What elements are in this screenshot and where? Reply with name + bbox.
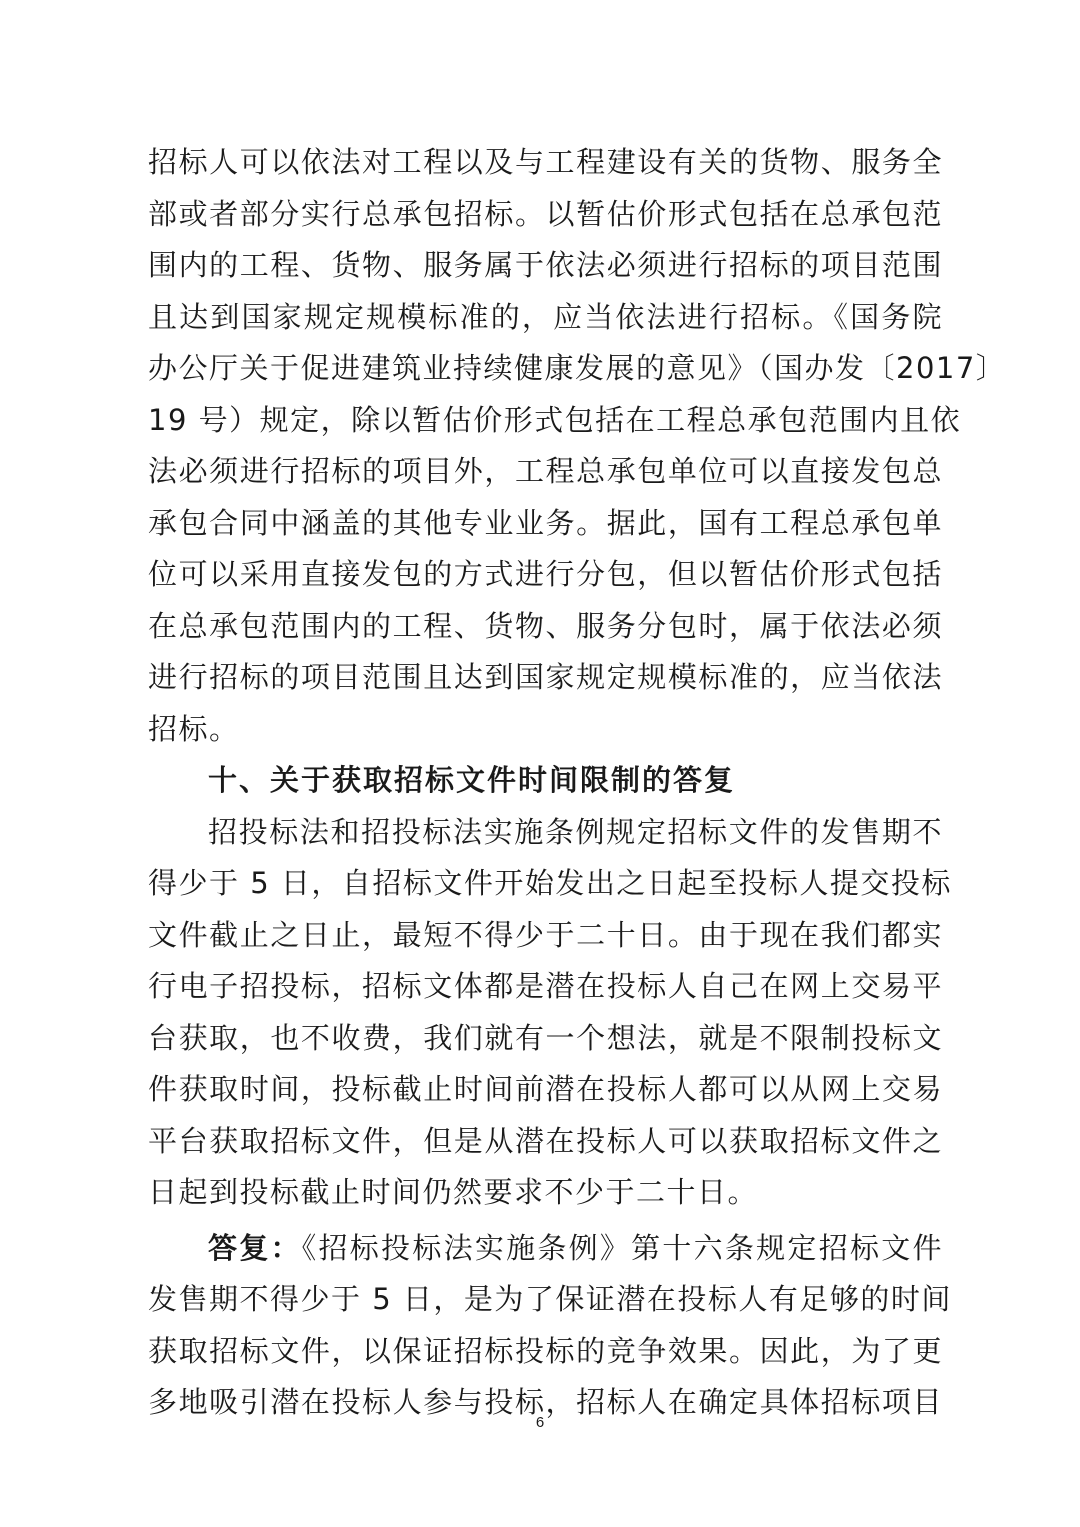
text-line: 件获取时间，投标截止时间前潜在投标人都可以从网上交易: [148, 1072, 943, 1106]
answer-label: 答复：: [208, 1230, 302, 1265]
text-line: 位可以采用直接发包的方式进行分包，但以暂估价形式包括: [148, 557, 943, 591]
text-line: 部或者部分实行总承包招标。以暂估价形式包括在总承包范: [148, 196, 943, 231]
text-line: 19 号）规定，除以暂估价形式包括在工程总承包范围内且依: [148, 402, 962, 437]
text-line: 进行招标的项目范围且达到国家规定规模标准的，应当依法: [148, 660, 943, 694]
text-line: 招标。: [148, 711, 240, 746]
answer-first-line-text: 《招标投标法实施条例》第十六条规定招标文件: [301, 1230, 943, 1265]
text-line: 得少于 5 日，自招标文件开始发出之日起至投标人提交投标: [148, 866, 952, 900]
text-line: 文件截止之日止，最短不得少于二十日。由于现在我们都实: [148, 917, 943, 952]
text-line: 台获取，也不收费，我们就有一个想法，就是不限制投标文: [148, 1020, 943, 1055]
text-line: 获取招标文件，以保证招标投标的竞争效果。因此，为了更: [148, 1333, 943, 1368]
answer-first-line: [148, 1223, 943, 1275]
text-line: 平台获取招标文件，但是从潜在投标人可以获取招标文件之: [148, 1123, 943, 1158]
text-line: 在总承包范围内的工程、货物、服务分包时，属于依法必须: [148, 608, 943, 643]
text-line: 法必须进行招标的项目外，工程总承包单位可以直接发包总: [148, 454, 943, 488]
text-line: 且达到国家规定规模标准的，应当依法进行招标。《国务院: [148, 299, 943, 334]
text-line: 招投标法和招投标法实施条例规定招标文件的发售期不: [208, 814, 943, 849]
document-body: [148, 137, 1007, 1429]
text-line: 办公厅关于促进建筑业持续健康发展的意见》（国办发〔2017〕: [148, 351, 1007, 385]
answer-paragraph: [148, 1223, 952, 1429]
question-paragraph: [148, 807, 952, 1219]
section-heading: 十、关于获取招标文件时间限制的答复: [208, 763, 736, 797]
text-line: 围内的工程、货物、服务属于依法必须进行招标的项目范围: [148, 248, 943, 282]
text-line: 多地吸引潜在投标人参与投标，招标人在确定具体招标项目: [148, 1385, 943, 1419]
text-line: 承包合同中涵盖的其他专业业务。据此，国有工程总承包单: [148, 505, 943, 540]
text-line: 行电子招投标，招标文体都是潜在投标人自己在网上交易平: [148, 969, 943, 1003]
text-line: 日起到投标截止时间仍然要求不少于二十日。: [148, 1175, 759, 1209]
text-line: 发售期不得少于 5 日，是为了保证潜在投标人有足够的时间: [148, 1282, 952, 1316]
paragraph-1: [148, 137, 1007, 755]
page-number: 6: [535, 1414, 545, 1431]
text-line: 招标人可以依法对工程以及与工程建设有关的货物、服务全: [148, 145, 943, 179]
